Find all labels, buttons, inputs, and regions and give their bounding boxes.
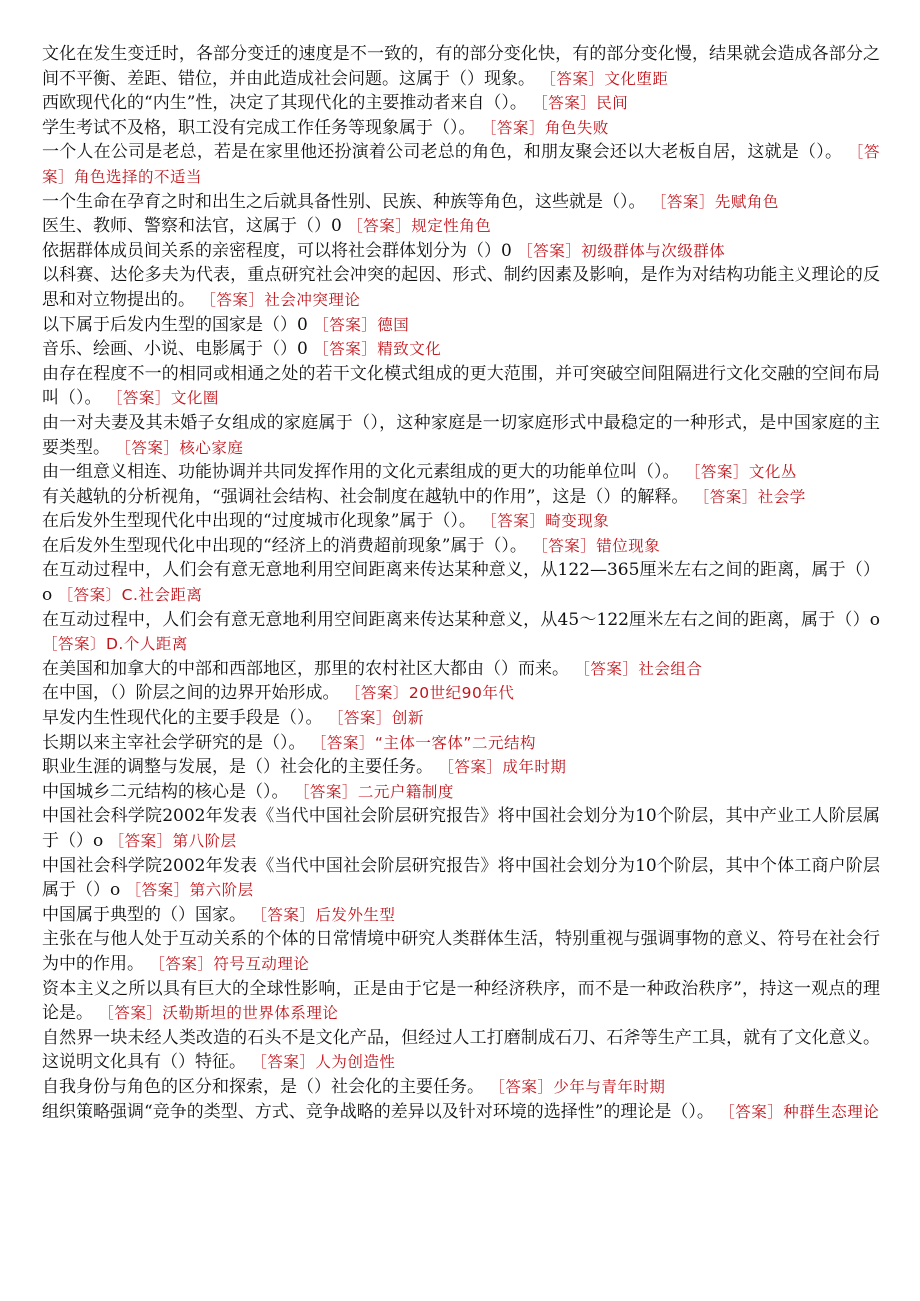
qa-item	[42, 1100, 880, 1125]
qa-item	[42, 460, 880, 485]
answer-text: ［答案］社会组合	[574, 659, 703, 678]
answer-text: ［答案］角色选择的不适当	[42, 143, 881, 186]
question-text: 西欧现代化的“内生”性，决定了其现代化的主要推动者来自（）。	[42, 93, 527, 114]
question-text: 在互动过程中，人们会有意无意地利用空间距离来传达某种意义，从45～122厘米左右之间的距离，属于（）o	[42, 609, 880, 630]
answer-text: ［答案］“主体一客体”二元结构	[310, 733, 536, 752]
qa-item	[42, 706, 880, 731]
qa-item	[42, 239, 880, 264]
question-text: 有关越轨的分析视角，“强调社会结构、社会制度在越轨中的作用”，这是（）的解释。	[42, 486, 689, 507]
question-text: 文化在发生变迁时，各部分变迁的速度是不一致的，有的部分变化快，有的部分变化慢，结果就会造成各部分之间不平衡、差距、错位，并由此造成社会问题。这属于（）现象。	[42, 44, 880, 89]
question-text: 在后发外生型现代化中出现的“经济上的消费超前现象”属于（）。	[42, 535, 527, 556]
qa-item	[42, 927, 880, 976]
qa-item	[42, 1075, 880, 1100]
qa-item	[42, 263, 880, 312]
answer-text: ［答案］后发外生型	[251, 905, 396, 924]
answer-text: ［答案］种群生态理论	[719, 1102, 880, 1121]
question-text: 自然界一块未经人类改造的石头不是文化产品，但经过人工打磨制成石刀、石斧等生产工具，就有了文化意义。这说明文化具有（）特征。	[42, 1027, 880, 1073]
answer-text: ［答案］创新	[327, 709, 424, 728]
qa-item	[42, 977, 880, 1026]
answer-text: ［答案］民间	[532, 94, 629, 113]
answer-text: ［答案］核心家庭	[115, 438, 244, 457]
question-text: 依据群体成员间关系的亲密程度，可以将社会群体划分为（）0	[42, 240, 512, 261]
qa-item	[42, 854, 880, 903]
qa-item	[42, 780, 880, 805]
question-text: 组织策略强调“竞争的类型、方式、竞争战略的差异以及针对环境的选择性”的理论是（）。	[42, 1101, 714, 1122]
answer-text: ［答案］初级群体与次级群体	[517, 241, 726, 260]
answer-text: ［答案］二元户籍制度	[293, 782, 454, 801]
question-text: 医生、教师、警察和法官，这属于（）0	[42, 216, 342, 237]
qa-item	[42, 190, 880, 215]
qa-item	[42, 485, 880, 510]
question-text: 在互动过程中，人们会有意无意地利用空间距离来传达某种意义，从122—365厘米左右之间的距离，属于（）o	[42, 560, 880, 606]
qa-item	[42, 558, 880, 607]
question-text: 学生考试不及格，职工没有完成工作任务等现象属于（）。	[42, 117, 476, 138]
question-text: 在美国和加拿大的中部和西部地区，那里的农村社区大都由（）而来。	[42, 658, 569, 679]
answer-text: ［答案］文化堕距	[540, 69, 669, 88]
answer-text: ［答案〕D.个人距离	[42, 635, 188, 654]
qa-item	[42, 657, 880, 682]
qa-item	[42, 313, 880, 338]
question-text: 中国社会科学院2002年发表《当代中国社会阶层研究报告》将中国社会划分为10个阶层，其中产业工人阶层属于（）o	[42, 806, 880, 851]
document-body	[42, 42, 880, 1124]
answer-text: ［答案〕C.社会距离	[57, 586, 203, 605]
question-text: 职业生涯的调整与发展，是（）社会化的主要任务。	[42, 757, 433, 778]
qa-item	[42, 214, 880, 239]
answer-text: ［答案］先赋角色	[650, 192, 779, 211]
answer-text: ［答案］沃勒斯坦的世界体系理论	[98, 1004, 339, 1023]
question-text: 音乐、绘画、小说、电影属于（）0	[42, 339, 308, 360]
question-text: 资本主义之所以具有巨大的全球性影响，正是由于它是一种经济秩序，而不是一种政治秩序”，持这一观点的理论是。	[42, 978, 880, 1024]
question-text: 一个生命在孕育之时和出生之后就具备性别、民族、种族等角色，这些就是（）。	[42, 191, 646, 212]
question-text: 主张在与他人处于互动关系的个体的日常情境中研究人类群体生活，特别重视与强调事物的意义、符号在社会行为中的作用。	[42, 929, 880, 974]
question-text: 由一组意义相连、功能协调并共同发挥作用的文化元素组成的更大的功能单位叫（）。	[42, 462, 680, 483]
qa-item	[42, 804, 880, 853]
answer-text: ［答案］人为创造性	[251, 1053, 396, 1072]
qa-item	[42, 116, 880, 141]
question-text: 一个人在公司是老总，若是在家里他还扮演着公司老总的角色，和朋友聚会还以大老板自居，这就是（）。	[42, 142, 843, 163]
question-text: 以科赛、达伦多夫为代表，重点研究社会冲突的起因、形式、制约因素及影响，是作为对结构功能主义理论的反思和对立物提出的。	[42, 265, 880, 310]
qa-item	[42, 337, 880, 362]
qa-item	[42, 534, 880, 559]
question-text: 由一对夫妻及其未婚子女组成的家庭属于（），这种家庭是一切家庭形式中最稳定的一种形式，是中国家庭的主要类型。	[42, 412, 880, 458]
answer-text: ［答案］第六阶层	[125, 881, 254, 900]
qa-item	[42, 681, 880, 706]
qa-item	[42, 608, 880, 657]
question-text: 在中国，（）阶层之间的边界开始形成。	[42, 683, 340, 704]
question-text: 以下属于后发内生型的国家是（）0	[42, 314, 308, 335]
question-text: 长期以来主宰社会学研究的是（）。	[42, 732, 306, 753]
answer-text: ［答案〕20世纪90年代	[344, 684, 515, 703]
qa-item	[42, 731, 880, 756]
answer-text: ［答案］社会冲突理论	[200, 290, 361, 309]
answer-text: ［答案］文化丛	[684, 463, 797, 482]
qa-item	[42, 91, 880, 116]
question-text: 自我身份与角色的区分和探索，是（）社会化的主要任务。	[42, 1076, 484, 1097]
qa-item	[42, 411, 880, 460]
answer-text: ［答案］文化圈	[106, 389, 219, 408]
answer-text: ［答案］符号互动理论	[149, 954, 310, 973]
qa-item	[42, 903, 880, 928]
qa-item	[42, 755, 880, 780]
answer-text: ［答案］第八阶层	[108, 832, 237, 850]
answer-text: ［答案］规定性角色	[347, 217, 492, 236]
qa-item	[42, 140, 880, 189]
question-text: 早发内生性现代化的主要手段是（）。	[42, 708, 323, 729]
question-text: 在后发外生型现代化中出现的“过度城市化现象”属于（）。	[42, 511, 476, 532]
question-text: 中国社会科学院2002年发表《当代中国社会阶层研究报告》将中国社会划分为10个阶层，其中个体工商户阶层属于（）o	[42, 855, 880, 901]
qa-item	[42, 1026, 880, 1075]
question-text: 中国属于典型的（）国家。	[42, 904, 246, 925]
answer-text: ［答案］精致文化	[313, 340, 442, 359]
answer-text: ［答案］错位现象	[532, 536, 661, 555]
answer-text: ［答案］成年时期	[438, 758, 567, 777]
answer-text: ［答案］角色失败	[480, 118, 609, 137]
answer-text: ［答案］德国	[313, 315, 410, 334]
qa-item	[42, 362, 880, 411]
question-text: 中国城乡二元结构的核心是（）。	[42, 781, 289, 802]
qa-item	[42, 509, 880, 534]
answer-text: ［答案］畸变现象	[481, 512, 610, 531]
question-text: 由存在程度不一的相同或相通之处的若干文化模式组成的更大范围，并可突破空间阻隔进行文化交融的空间布局叫（）。	[42, 363, 880, 409]
answer-text: ［答案］少年与青年时期	[489, 1077, 666, 1096]
qa-item	[42, 42, 880, 91]
answer-text: ［答案］社会学	[693, 487, 806, 506]
